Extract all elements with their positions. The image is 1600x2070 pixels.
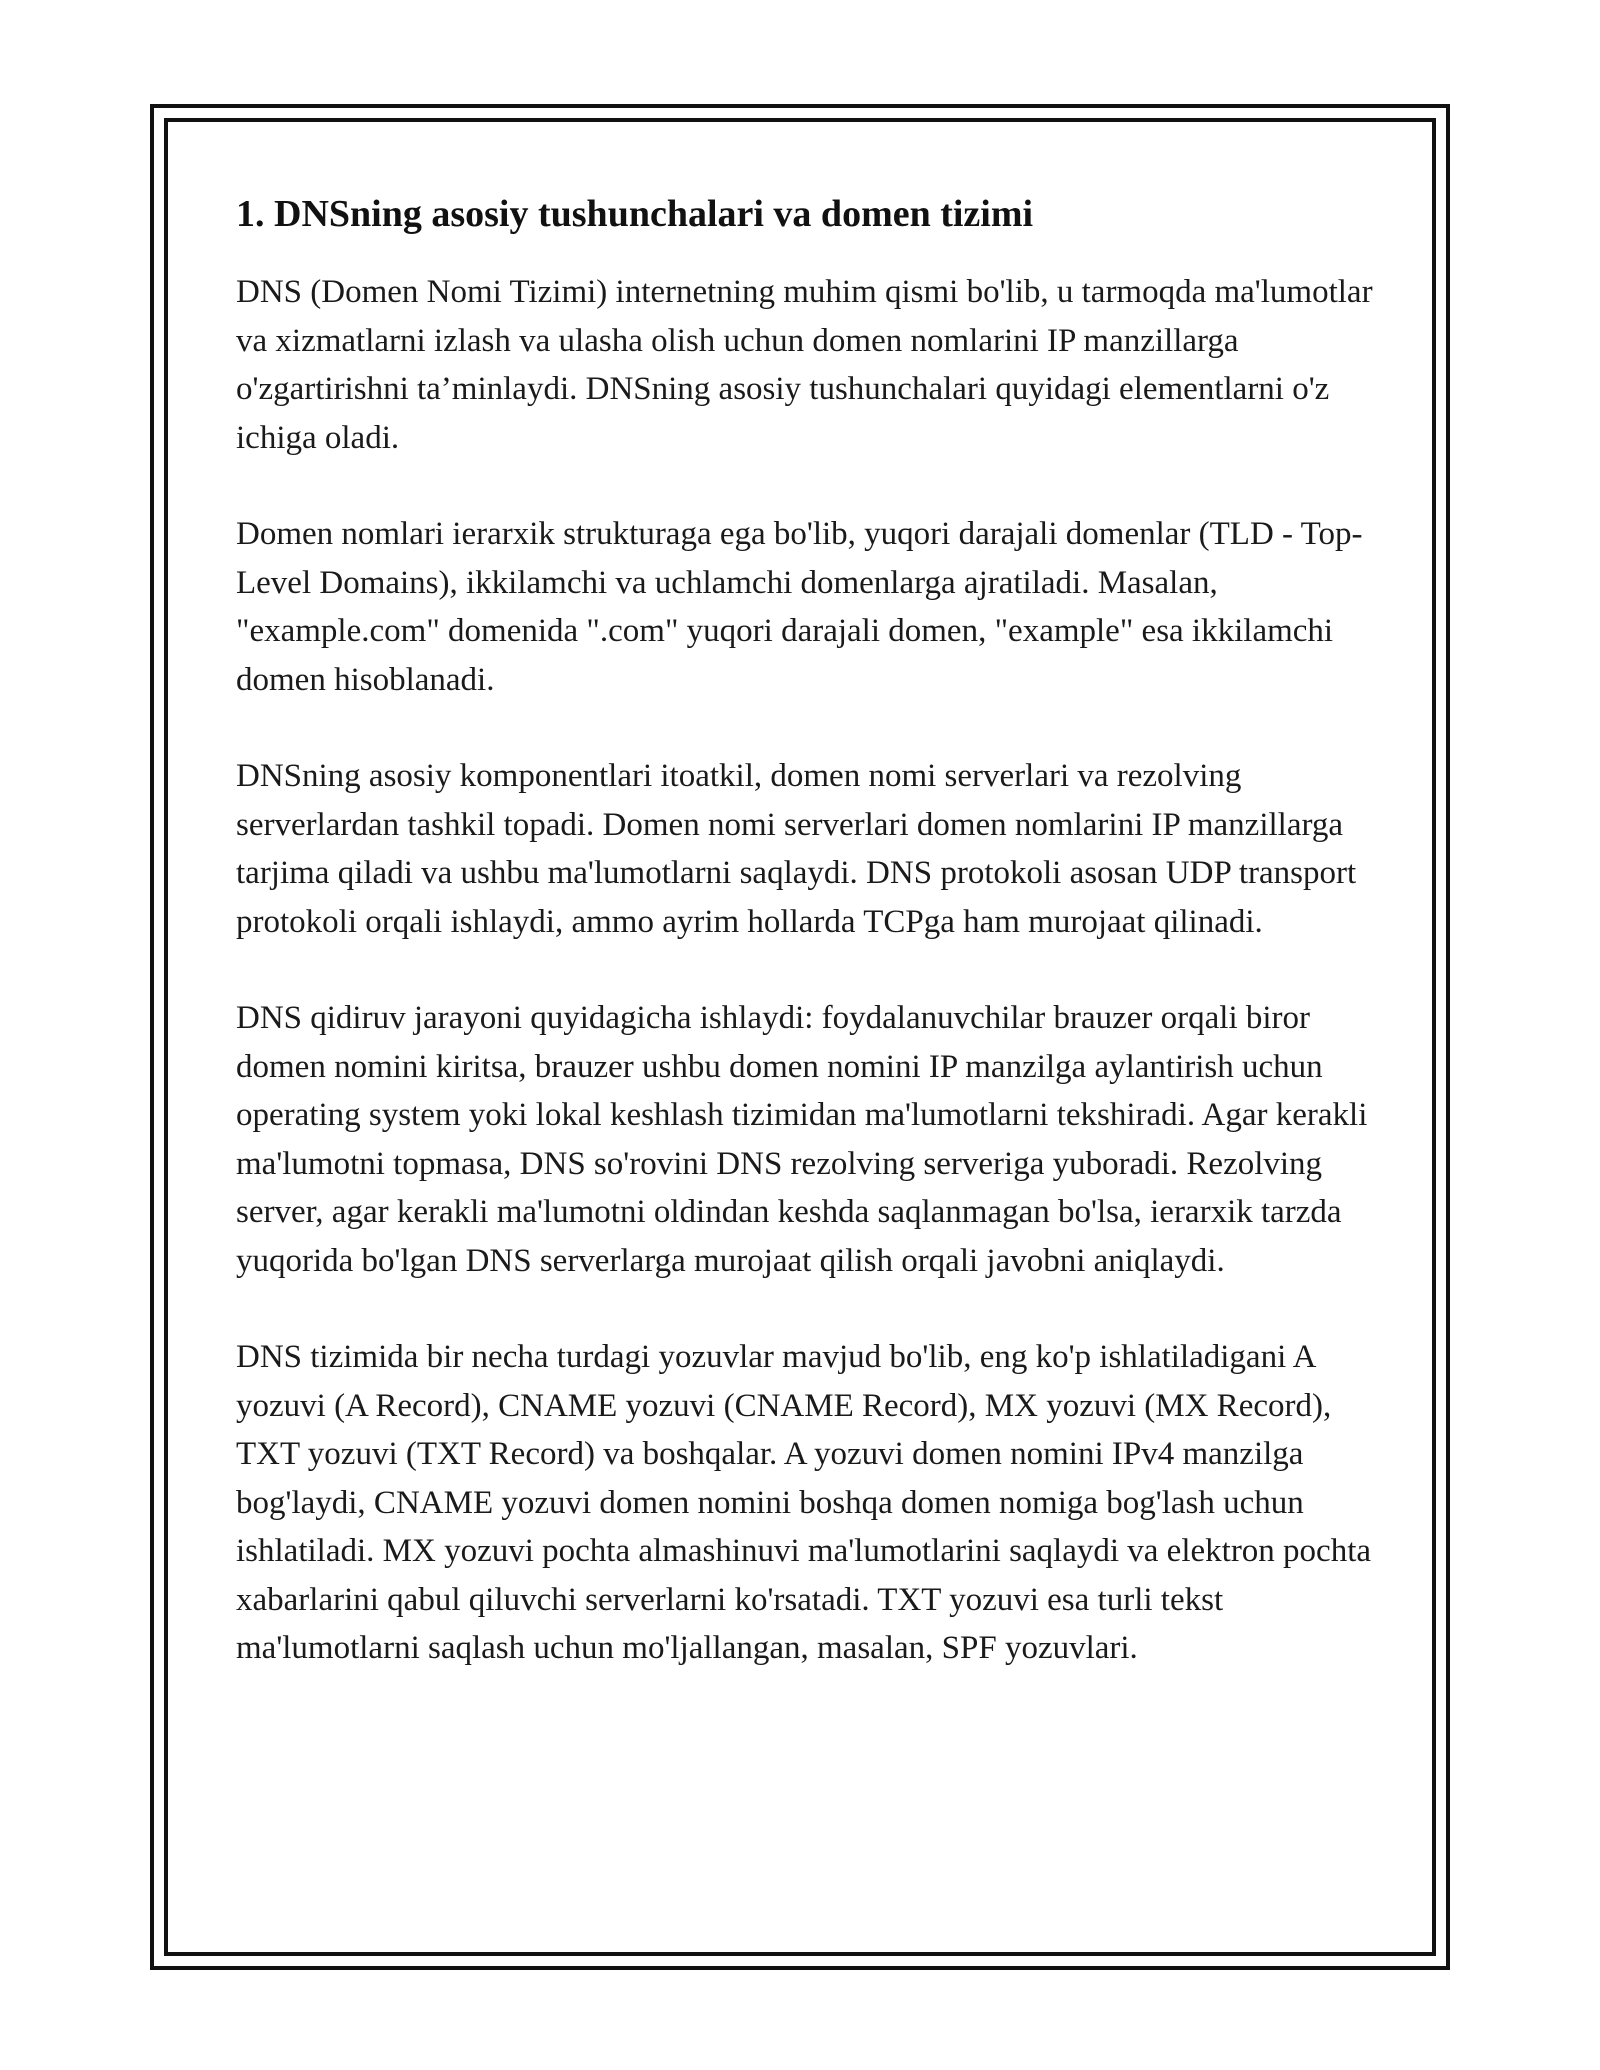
document-body [236,186,1376,1721]
paragraph-dns-lookup: DNS qidiruv jarayoni quyidagicha ishlaydi: foydalanuvchilar brauzer orqali biror domen nomini kiritsa, brauzer ushbu domen nomini IP manzilga aylantirish uchun operating system yoki lokal keshlash tizimidan ma'lumotlarni tekshiradi. Agar kerakli ma'lumotni topmasa, DNS so'rovini DNS rezolving serveriga yuboradi. Rezolving server, agar kerakli ma'lumotni oldindan keshda saqlanmagan bo'lsa, ierarxik tarzda yuqorida bo'lgan DNS serverlarga murojaat qilish orqali javobni aniqlaydi. [236,1000,1368,1279]
paragraph-dns-records: DNS tizimida bir necha turdagi yozuvlar mavjud bo'lib, eng ko'p ishlatiladigani A yozuvi (A Record), CNAME yozuvi (CNAME Record), MX yozuvi (MX Record), TXT yozuvi (TXT Record) va boshqalar. A yozuvi domen nomini IPv4 manzilga bog'laydi, CNAME yozuvi domen nomini boshqa domen nomiga bog'lash uchun ishlatiladi. MX yozuvi pochta almashinuvi ma'lumotlarini saqlaydi va elektron pochta xabarlarini qabul qiluvchi serverlarni ko'rsatadi. TXT yozuvi esa turli tekst ma'lumotlarni saqlash uchun mo'ljallangan, masalan, SPF yozuvlari. [236,1339,1372,1666]
paragraph-dns-components: DNSning asosiy komponentlari itoatkil, domen nomi serverlari va rezolving serverlardan tashkil topadi. Domen nomi serverlari domen nomlarini IP manzillarga tarjima qiladi va ushbu ma'lumotlarni saqlaydi. DNS protokoli asosan UDP transport protokoli orqali ishlaydi, ammo ayrim hollarda TCPga ham murojaat qilinadi. [236,758,1357,940]
paragraph-domain-hierarchy: Domen nomlari ierarxik strukturaga ega bo'lib, yuqori darajali domenlar (TLD - Top-Level Domains), ikkilamchi va uchlamchi domenlarga ajratiladi. Masalan, "example.com" domenida ".com" yuqori darajali domen, "example" esa ikkilamchi domen hisoblanadi. [236,516,1363,698]
section-title: 1. DNSning asosiy tushunchalari va domen tizimi [236,193,1034,235]
paragraph-intro: DNS (Domen Nomi Tizimi) internetning muhim qismi bo'lib, u tarmoqda ma'lumotlar va xizmatlarni izlash va ulasha olish uchun domen nomlarini IP manzillarga o'zgartirishni ta’minlaydi. DNSning asosiy tushunchalari quyidagi elementlarni o'z ichiga oladi. [236,274,1373,456]
